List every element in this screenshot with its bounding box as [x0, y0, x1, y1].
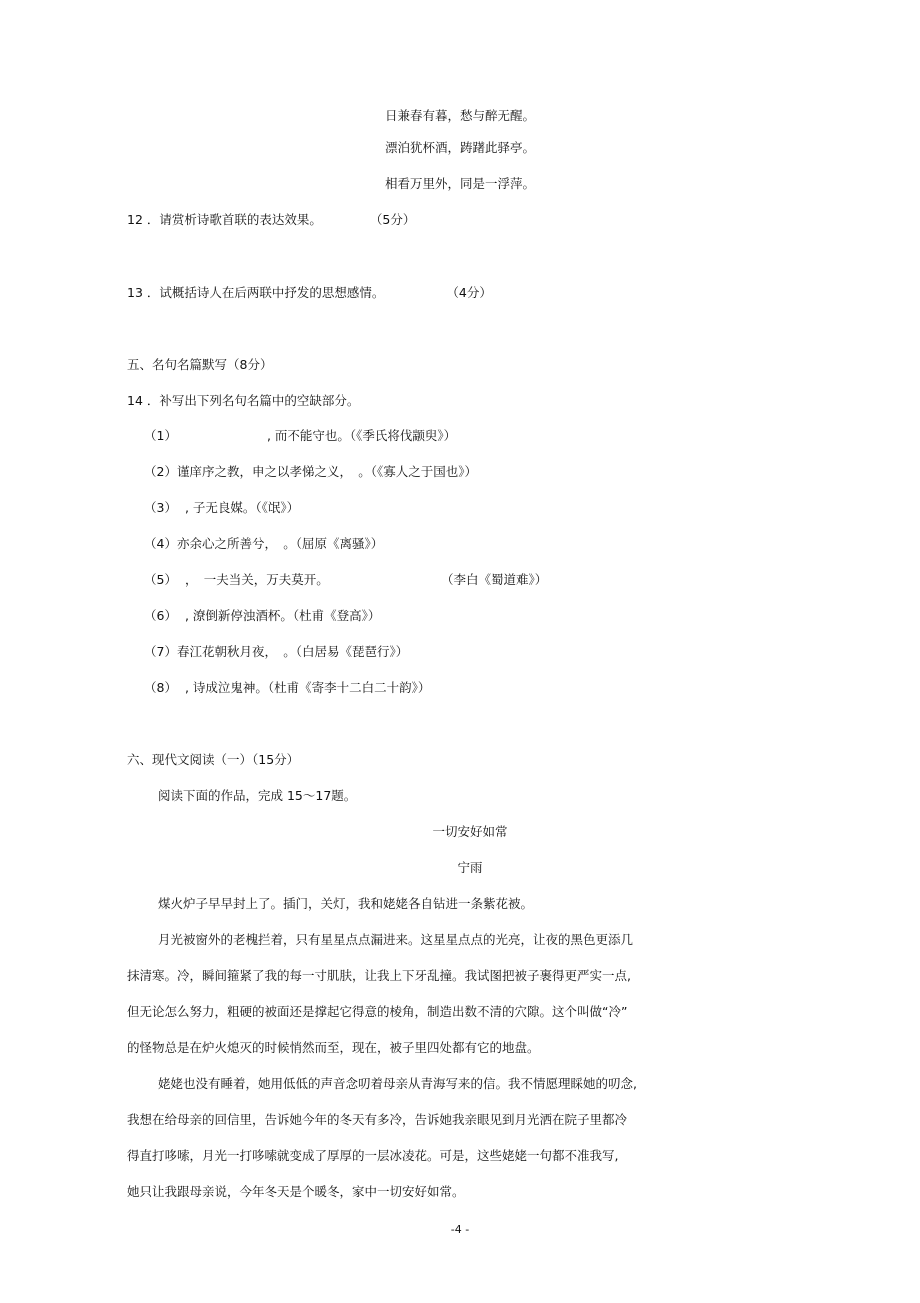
- item-text: , 潦倒新停浊酒杯。（杜甫《登高》）: [184, 608, 381, 623]
- fill-item: [144, 572, 329, 588]
- item-number: （3）: [144, 500, 177, 515]
- poem-line: 日兼春有暮，愁与醉无醒。: [385, 108, 536, 123]
- fill-item: [144, 608, 380, 624]
- item-number: （2）: [144, 464, 177, 479]
- fill-item: [144, 500, 299, 516]
- question-score: （4分）: [446, 285, 492, 300]
- question-text: 13 ．试概括诗人在后两联中抒发的思想感情。: [127, 285, 385, 300]
- item-source: （李白《蜀道难》）: [441, 572, 548, 587]
- article-paragraph-line: 煤火炉子早早封上了。插门，关灯，我和姥姥各自钻进一条紫花被。: [158, 896, 534, 911]
- item-text: 春江花朝秋月夜， 。（白居易《琵琶行》）: [176, 644, 409, 659]
- item-text: , 诗成泣鬼神。（杜甫《寄李十二白二十韵》）: [184, 680, 431, 695]
- fill-item: [144, 680, 430, 696]
- fill-item: [144, 536, 383, 552]
- item-text: 亦余心之所善兮， 。（屈原《离骚》）: [176, 536, 384, 551]
- section-heading: 五、名句名篇默写（8分）: [127, 357, 273, 372]
- article-paragraph-line: 她只让我跟母亲说，今年冬天是个暖冬，家中一切安好如常。: [127, 1184, 465, 1199]
- item-text: , 而不能守也。（《季氏将伐颛臾》）: [266, 428, 457, 443]
- item-number: （7）: [144, 644, 177, 659]
- article-paragraph-line: 但无论怎么努力，粗硬的被面还是撑起它得意的棱角，制造出数不清的穴隙。这个叫做“冷”: [127, 1004, 628, 1019]
- item-number: （6）: [144, 608, 177, 623]
- article-paragraph-line: 得直打哆嗦，月光一打哆嗦就变成了厚厚的一层冰凌花。可是，这些姥姥一句都不准我写,: [127, 1148, 619, 1163]
- fill-item: [144, 644, 408, 660]
- fill-item: [144, 464, 477, 480]
- article-paragraph-line: 姥姥也没有睡着，她用低低的声音念叨着母亲从青海写来的信。我不情愿理睬她的叨念,: [158, 1076, 637, 1091]
- question-12: [127, 212, 415, 228]
- item-text: 谨庠序之教，申之以孝悌之义， 。（《寡人之于国也》）: [176, 464, 477, 479]
- article-paragraph-line: 的怪物总是在炉火熄灭的时候悄然而至，现在，被子里四处都有它的地盘。: [127, 1040, 540, 1055]
- question-13: [127, 285, 492, 301]
- section-heading: 六、现代文阅读（一）（15分）: [127, 752, 300, 767]
- article-paragraph-line: 月光被窗外的老槐拦着，只有星星点点漏进来。这星星点点的光亮，让夜的黑色更添几: [158, 932, 634, 947]
- article-paragraph-line: 我想在给母亲的回信里，告诉她今年的冬天有多冷，告诉她我亲眼见到月光洒在院子里都冷: [127, 1112, 628, 1127]
- item-number: （8）: [144, 680, 177, 695]
- article-paragraph-line: 抹清寒。冷，瞬间箍紧了我的每一寸肌肤，让我上下牙乱撞。我试图把被子裹得更严实一点,: [127, 968, 631, 983]
- poem-line: 漂泊犹杯酒，踌躇此驿亭。: [385, 140, 536, 155]
- item-text: , 子无良媒。（《氓》）: [184, 500, 300, 515]
- item-number: （5）: [144, 572, 177, 587]
- article-title: 一切安好如常: [432, 824, 508, 839]
- question-14: 14 ．补写出下列名句名篇中的空缺部分。: [127, 393, 360, 408]
- question-text: 12 ．请赏析诗歌首联的表达效果。: [127, 212, 322, 227]
- poem-line: 相看万里外，同是一浮萍。: [385, 176, 536, 191]
- fill-item: [144, 428, 456, 444]
- reading-instruction: 阅读下面的作品，完成 15～17题。: [158, 788, 357, 803]
- question-score: （5分）: [369, 212, 416, 227]
- article-author: 宁雨: [457, 860, 483, 875]
- page-number: -4 -: [450, 1223, 470, 1236]
- item-text: ， 一夫当关，万夫莫开。: [184, 572, 329, 587]
- item-number: （4）: [144, 536, 177, 551]
- item-number: （1）: [144, 428, 177, 443]
